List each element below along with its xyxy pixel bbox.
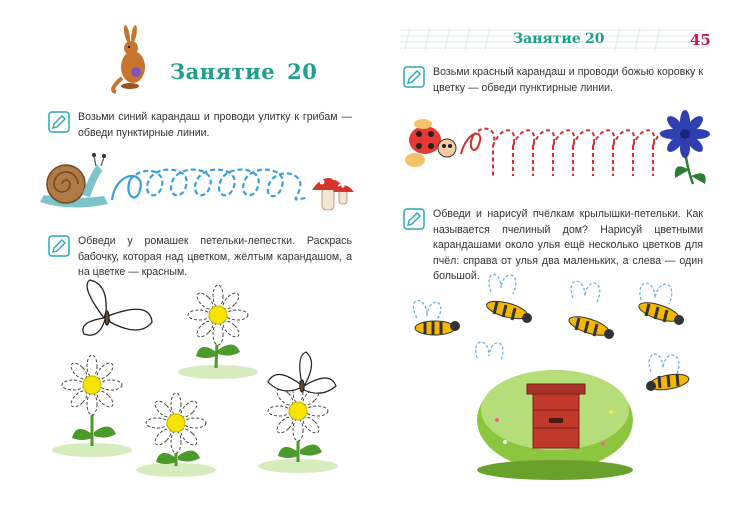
daisy-illustration [52,355,132,457]
bee-illustration [485,274,532,323]
task-text: Обведи и нарисуй пчёлкам крылышки-петельки. Как называется пчелиный дом? Нарисуй цветными карандашами около улья ещё несколько цветков для пчёл: справа от улья два маленьких, а слева — один большой. [433,208,703,282]
right-page [375,0,750,522]
bee-illustration [637,283,684,325]
task-text: Обведи у ромашек петельки-лепестки. Раскрась бабочку, которая над цветком, жёлтым карандашом, а на цветке — красным. [78,235,352,278]
butterfly-illustration [268,352,336,393]
bee-illustration [567,281,614,339]
header-lesson-number: 20 [585,31,605,47]
lesson-number: 20 [287,59,318,84]
bee-illustration [476,342,503,360]
page-number: 45 [690,31,711,49]
daisy-illustration [258,381,338,473]
bees-art [375,0,750,522]
bee-illustration [413,300,460,335]
beehive-illustration [477,370,633,480]
task-text: Возьми синий карандаш и проводи улитку к грибам — обведи пунктирные линии. [78,111,352,139]
bee-illustration [646,354,690,392]
task-text: Возьми красный карандаш и проводи божью коровку к цветку — обведи пунктирные линии. [433,66,703,94]
header-lesson-word: Занятие [513,31,581,47]
daisy-illustration [136,393,216,477]
daisy-illustration [178,285,258,379]
lesson-word: Занятие [170,59,276,84]
butterfly-illustration [83,280,152,335]
